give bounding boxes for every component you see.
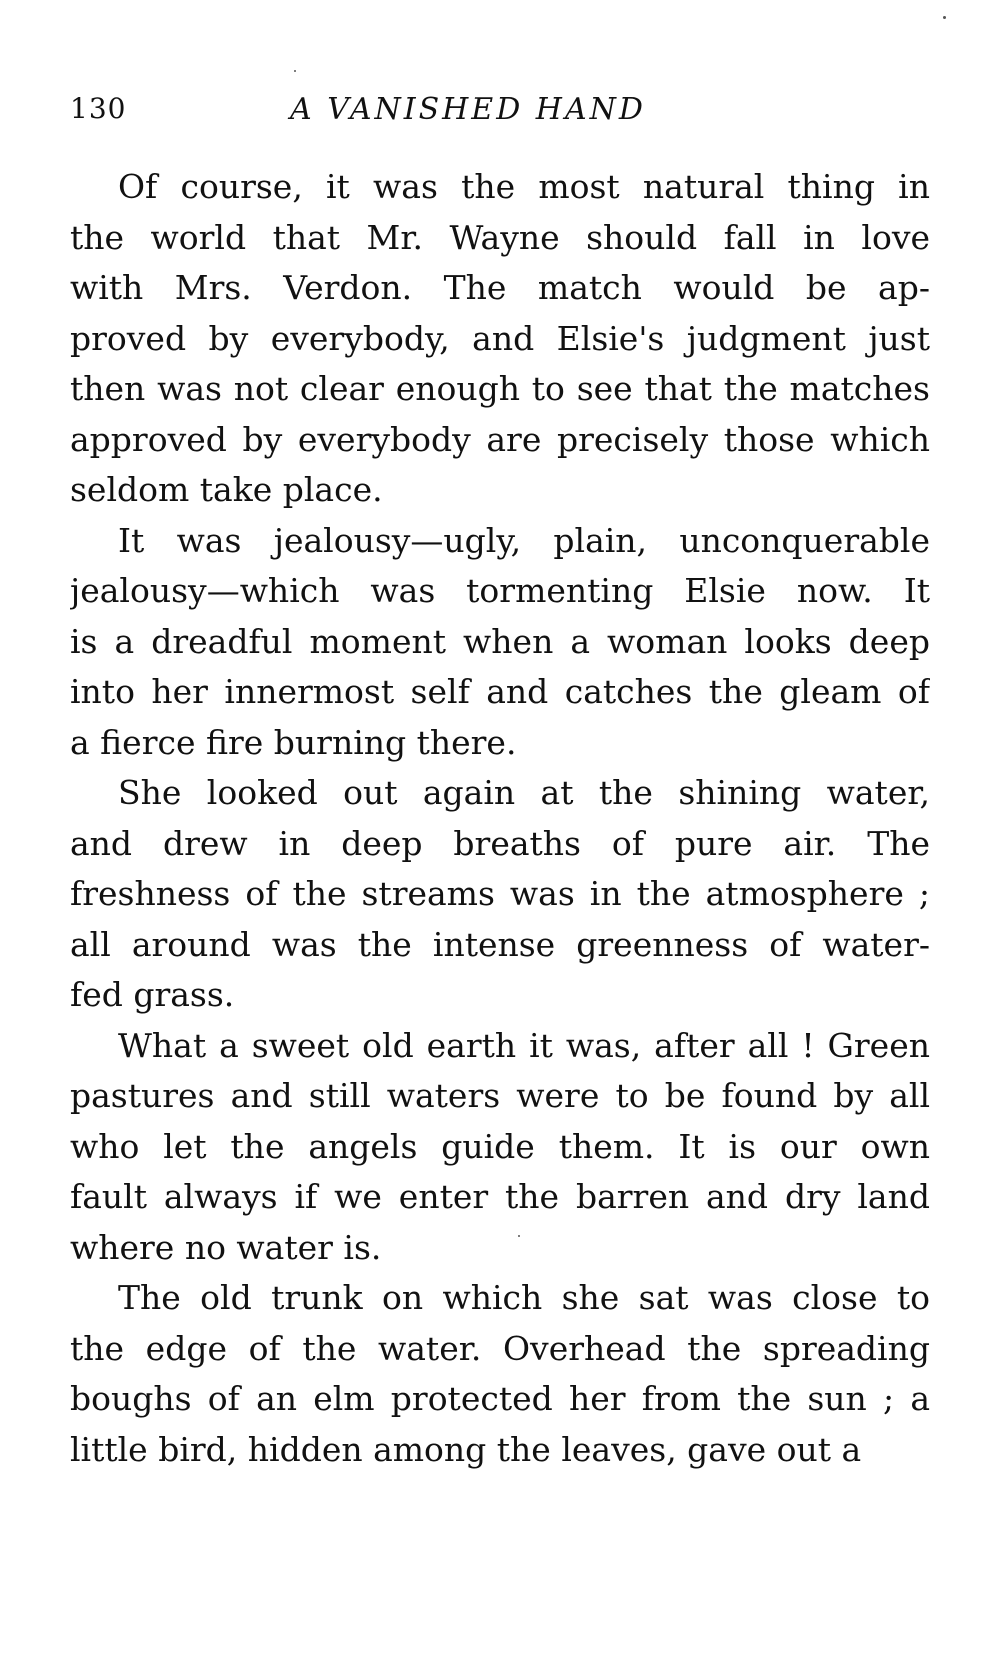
text-line: all around was the intense greenness of water- — [70, 924, 930, 964]
text-line: the edge of the water. Overhead the spreading — [70, 1328, 930, 1368]
text-line: little bird, hidden among the leaves, gave out a — [70, 1429, 862, 1469]
text-line: boughs of an elm protected her from the sun ; a — [70, 1379, 930, 1418]
text-line: What a sweet old earth it was, after all ! Green — [118, 1025, 930, 1065]
text-line: It was jealousy—ugly, plain, unconquerable — [118, 520, 930, 560]
text-line: then was not clear enough to see that the matches — [70, 369, 930, 408]
text-line: who let the angels guide them. It is our own — [70, 1126, 930, 1166]
paragraph — [70, 1021, 930, 1274]
paragraph — [70, 516, 930, 769]
text-line: approved by everybody are precisely those which — [70, 419, 930, 459]
text-line: She looked out again at the shining water, — [118, 773, 930, 812]
text-line: and drew in deep breaths of pure air. The — [70, 823, 930, 863]
text-line: a fierce fire burning there. — [70, 722, 517, 762]
print-speck — [294, 70, 296, 72]
paragraph — [70, 768, 930, 1021]
print-speck — [518, 1235, 520, 1237]
text-line: fault always if we enter the barren and dry land — [70, 1177, 930, 1216]
paragraph — [70, 1273, 930, 1475]
running-title: A VANISHED HAND — [290, 92, 646, 127]
paragraph — [70, 162, 930, 516]
page-number: 130 — [70, 92, 127, 125]
text-line: where no water is. — [70, 1227, 382, 1267]
text-line: with Mrs. Verdon. The match would be ap- — [70, 268, 930, 307]
text-line: Of course, it was the most natural thing in — [118, 167, 930, 206]
text-line: seldom take place. — [70, 470, 383, 509]
text-line: pastures and still waters were to be found by all — [70, 1076, 930, 1115]
text-line: fed grass. — [70, 975, 235, 1014]
print-speck — [943, 16, 946, 19]
page-header — [70, 92, 930, 142]
body-text — [70, 162, 930, 1475]
text-line: proved by everybody, and Elsie's judgment just — [70, 318, 930, 358]
text-line: the world that Mr. Wayne should fall in love — [70, 217, 930, 257]
text-line: into her innermost self and catches the gleam of — [70, 672, 930, 711]
text-line: jealousy—which was tormenting Elsie now. It — [70, 571, 930, 610]
text-line: is a dreadful moment when a woman looks deep — [70, 621, 930, 661]
text-line: freshness of the streams was in the atmosphere ; — [70, 874, 930, 913]
text-line: The old trunk on which she sat was close to — [118, 1278, 930, 1317]
